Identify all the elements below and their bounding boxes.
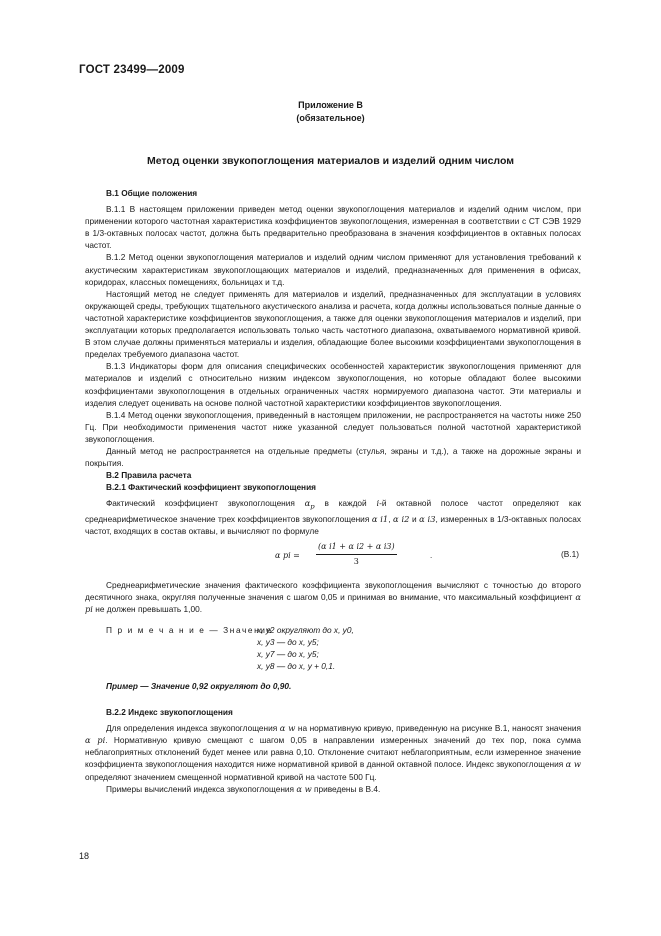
document-body [85, 187, 581, 795]
note-line-3: х, у7 — до х, у5; [257, 648, 319, 659]
doc-code-header: ГОСТ 23499—2009 [79, 64, 185, 76]
paragraph-b11: В.1.1 В настоящем приложении приведен метод оценки звукопоглощения материалов и изделий одним числом, при применении которого частотная характеристика коэффициентов звукопоглощения, измеренная в соответствии с СТ СЭВ 1929 в 1/3-октавных полосах частот, должна быть предварительно преобразована в значения коэффициентов в октавных полосах частот. [85, 204, 581, 251]
formula-b1 [85, 541, 581, 571]
paragraph-b14-cont: Данный метод не распространяется на отдельные предметы (стулья, экраны и т.д.), а также на дорожные экраны и покрытия. [85, 445, 581, 469]
formula-numerator: (α i1 + α i2 + α i3) [316, 541, 397, 555]
note-line-4: х, у8 — до х, у + 0,1. [257, 660, 336, 671]
paragraph-b22-examples: Примеры вычислений индекса звукопоглощения α w приведены в В.4. [106, 783, 381, 794]
example-text: Пример — Значение 0,92 округляют до 0,90. [106, 680, 292, 691]
formula-tail: . [430, 551, 433, 561]
paragraph-b12: В.1.2 Метод оценки звукопоглощения материалов и изделий одним числом применяют для установления требований к акустическим характеристикам звукопоглощающих материалов и изделий, предназначенных для применения в офисах, коридорах, классных помещениях, больницах и т.д. [85, 252, 581, 287]
appendix-label: Приложение В [298, 100, 363, 110]
alpha-pi-symbol: α pi [85, 592, 581, 615]
formula-fraction [316, 541, 397, 568]
note-line-1: х, у2 округляют до х, у0, [257, 624, 354, 635]
note-block [85, 624, 581, 672]
note-line-2: х, у3 — до х, у5; [257, 636, 319, 647]
subsection-heading-b22: В.2.2 Индекс звукопоглощения [106, 707, 233, 718]
formula-number: (В.1) [561, 549, 579, 560]
paragraph-rounding: Среднеарифметические значения фактического коэффициента звукопоглощения вычисляют с точностью до второго десятичного знака, округляя полученные значения с шагом 0,05 и принимая во внимание, что максимальный коэффициент α pi не должен превышать 1,00. [85, 580, 581, 615]
note-label: П р и м е ч а н и е — Значение [106, 624, 273, 635]
alpha-p-symbol: α [304, 498, 311, 509]
section-heading-b1: В.1 Общие положения [106, 188, 198, 198]
paragraph-b13: В.1.3 Индикаторы форм для описания специфических особенностей характеристик звукопоглощения применяют для материалов и изделий с относительно низким индексом звукопоглощения, но которые обладают более высокими коэффициентами звукопоглощения в отдельных ограниченных частях нормируемого диапазона частот. Эти материалы и изделия следует оценивать на основе полной частотной характеристики коэффициентов звукопоглощения. [85, 361, 581, 408]
page-number: 18 [79, 851, 90, 861]
formula-lhs: α pi = [275, 551, 300, 561]
appendix-status: (обязательное) [296, 113, 365, 123]
subsection-heading-b21: В.2.1 Фактический коэффициент звукопоглощения [106, 482, 317, 493]
appendix-title: Метод оценки звукопоглощения материалов и изделий одним числом [146, 155, 515, 167]
paragraph-b14: В.1.4 Метод оценки звукопоглощения, приведенный в настоящем приложении, не распространяется на частоты ниже 250 Гц. При необходимости применения частот ниже указанной следует пользоваться полной частотной характеристикой звукопоглощения. [85, 409, 581, 444]
paragraph-b22: Для определения индекса звукопоглощения α w на нормативную кривую, приведенную на рисунке В.1, наносят значения α pi. Нормативную кривую смещают с шагом 0,05 в направлении измеренных значений до тех пор, пока сумма неблагоприятных отклонений будет менее или равна 0,10. Отклонение считают неблагоприятным, если измеренное значение коэффициента звукопоглощения находится ниже нормативной кривой в данной октавной полосе. Индекс звукопоглощения α w определяют значением смещенной нормативной кривой на частоте 500 Гц. [85, 723, 582, 782]
formula-denominator: 3 [353, 557, 359, 567]
paragraph-b21: Фактический коэффициент звукопоглощения $\alpha_p$ в каждой i-й октавной полосе частот определяют как среднеарифметическое значение трех коэффициентов звукопоглощения α i1, α i2 и α i3, измеренных в 1/3-октавных полосах частот, входящих в состав октавы, и вычисляют по формуле [85, 498, 581, 537]
section-heading-b2: В.2 Правила расчета [106, 470, 192, 481]
paragraph-b12-cont: Настоящий метод не следует применять для материалов и изделий, предназначенных для эксплуатации в условиях окружающей среды, требующих тщательного акустического анализа и расчета, когда должны использоваться полные данные о частотной характеристике коэффициентов звукопоглощения, а также для оценки звукопоглощения материалов и изделий, при эксплуатации которых предполагается использовать только часть частотного диапазона, охватываемого нормативной кривой. В этом случае должны применяться материалы и изделия, обладающие более высокими коэффициентами звукопоглощения в пределах требуемого диапазона частот. [85, 288, 581, 360]
